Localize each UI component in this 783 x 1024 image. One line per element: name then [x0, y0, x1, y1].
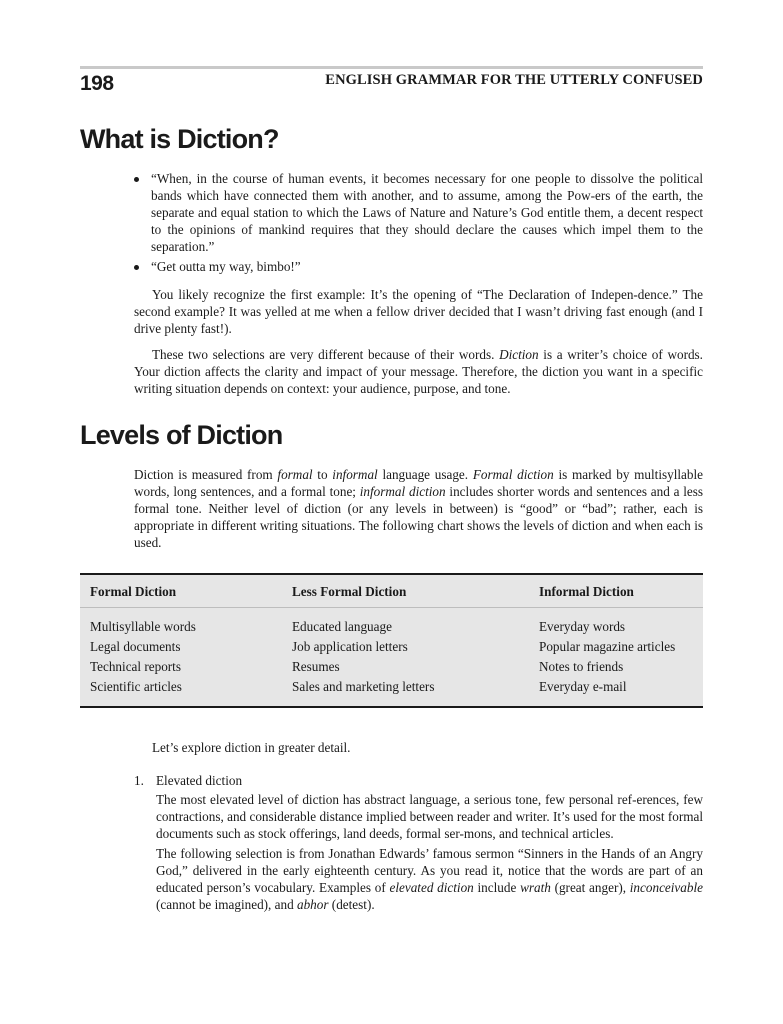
paragraph-definition — [134, 346, 703, 397]
list-item-title: Elevated diction — [156, 773, 243, 788]
table-header-less-formal: Less Formal Diction — [292, 584, 407, 599]
paragraph-levels-intro — [134, 466, 703, 551]
diction-numbered-list — [134, 772, 703, 913]
table-cell: Popular magazine articles — [539, 639, 676, 654]
table-cell: Everyday e-mail — [539, 679, 627, 694]
emphasis-term: elevated diction — [389, 880, 474, 895]
table-column-less-formal — [292, 617, 434, 697]
text-run: The following selection is from Jonathan Edwards’ famous sermon “Sinners in the Hands of an Angry God,” delivered in the early eighteenth century. As you read it, notice that the words are part of an educated person’s vocabulary. Examples of — [156, 846, 703, 895]
emphasis-term: Formal diction — [472, 467, 554, 482]
list-number: 1. — [134, 773, 144, 788]
emphasis-term: Diction — [499, 347, 539, 362]
table-cell: Technical reports — [90, 659, 181, 674]
table-cell: Resumes — [292, 659, 340, 674]
bullet-item — [134, 170, 703, 255]
emphasis-term: wrath — [520, 880, 551, 895]
text-run: is a writer’s choice of words. Your diction affects the clarity and impact of your message. Therefore, the diction you want in a specific writing situation depends on context: your audience, purpose, and tone. — [134, 347, 703, 396]
text-run: Diction is measured from — [134, 467, 278, 482]
list-item-paragraph — [156, 845, 703, 913]
table-cell: Notes to friends — [539, 659, 624, 674]
table-header-informal: Informal Diction — [539, 584, 634, 599]
emphasis-term: formal — [277, 467, 313, 482]
table-cell: Scientific articles — [90, 679, 182, 694]
list-item-elevated-diction — [134, 772, 703, 913]
bullet-text: “Get outta my way, bimbo!” — [151, 259, 301, 274]
heading-what-is-diction: What is Diction? — [80, 124, 279, 154]
paragraph-explore: Let’s explore diction in greater detail. — [152, 740, 351, 755]
text-run: include — [473, 880, 521, 895]
page-number: 198 — [80, 72, 114, 95]
text-run: includes shorter words and sentences and a less formal tone. Neither level of diction (or any levels in between) is “good” or “bad”; rather, each is appropriate in different writing situations. The following chart shows the levels of diction and when each is used. — [134, 484, 704, 550]
table-cell: Legal documents — [90, 639, 181, 654]
text-run: These two selections are very different because of their words. — [152, 347, 500, 362]
emphasis-term: abhor — [296, 897, 329, 912]
emphasis-term: informal — [332, 467, 378, 482]
running-title: ENGLISH GRAMMAR FOR THE UTTERLY CONFUSED — [325, 72, 703, 88]
list-item-paragraph: The most elevated level of diction has abstract language, a serious tone, few personal ref-erences, few contractions, and considerable distance implied between reader and writer. It’s used for the most formal documents such as stock offerings, land deeds, formal ser-mons, and technical articles. — [156, 792, 703, 841]
table-cell: Everyday words — [539, 619, 626, 634]
text-run: (great anger), — [550, 880, 630, 895]
table-header-formal: Formal Diction — [90, 584, 177, 599]
text-run: is marked by multisyllable words, long sentences, and a formal tone; — [134, 467, 704, 499]
heading-levels-of-diction: Levels of Diction — [80, 420, 283, 450]
table-header-row — [80, 575, 703, 608]
paragraph-examples: You likely recognize the first example: It’s the opening of “The Declaration of Indepen-dence.” The second example? It was yelled at me when a fellow driver decided that I wasn’t driving fast enough (and I drive plenty fast!). — [134, 287, 703, 336]
table-cell: Sales and marketing letters — [292, 679, 435, 694]
header-rule — [80, 66, 703, 69]
table-column-formal — [90, 617, 196, 697]
emphasis-term: informal diction — [359, 484, 446, 499]
text-run: (detest). — [328, 897, 375, 912]
emphasis-term: inconceivable — [629, 880, 703, 895]
bullet-icon — [134, 177, 139, 182]
text-run: (cannot be imagined), and — [156, 897, 297, 912]
text-run: language usage. — [377, 467, 473, 482]
example-bullet-list — [134, 170, 703, 278]
table-cell: Multisyllable words — [90, 619, 196, 634]
table-cell: Job application letters — [292, 639, 408, 654]
table-cell: Educated language — [292, 619, 392, 634]
bullet-item — [134, 258, 703, 275]
bullet-icon — [134, 265, 139, 270]
table-column-informal — [539, 617, 675, 697]
bullet-text: “When, in the course of human events, it becomes necessary for one people to dissolve the political bands which have connected them with another, and to assume, among the Pow-ers of the earth, the separate and equal station to which the Laws of Nature and Nature’s God entitle them, a decent respect to the opinions of mankind requires that they should declare the causes which impel them to the separation.” — [151, 171, 703, 254]
text-run: to — [312, 467, 333, 482]
diction-levels-table — [80, 573, 703, 708]
